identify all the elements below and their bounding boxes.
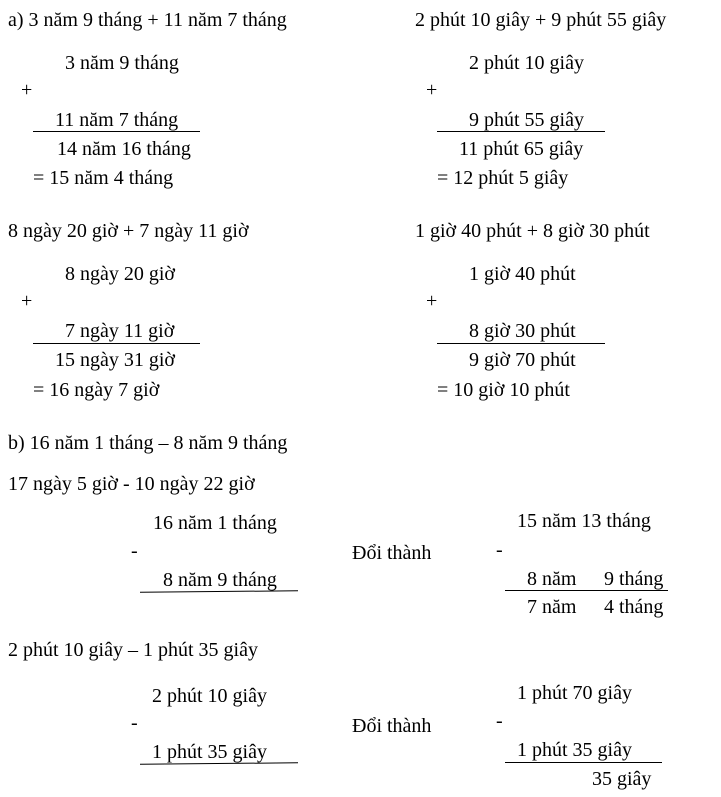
plus-sign: +	[21, 290, 33, 312]
convert-label: Đổi thành	[352, 542, 432, 564]
difference-years: 7 năm	[527, 596, 577, 618]
addend-top: 3 năm 9 tháng	[65, 52, 179, 74]
problem-title: 17 ngày 5 giờ - 10 ngày 22 giờ	[8, 473, 255, 495]
problem-title: 2 phút 10 giây + 9 phút 55 giây	[415, 9, 667, 31]
difference: 35 giây	[592, 768, 652, 790]
result: = 15 năm 4 tháng	[33, 167, 174, 189]
addend-top: 2 phút 10 giây	[469, 52, 584, 74]
subtrahend: 1 phút 35 giây	[152, 741, 267, 763]
minus-sign: -	[496, 710, 503, 732]
minuend: 2 phút 10 giây	[152, 685, 267, 707]
problem-title: 2 phút 10 giây – 1 phút 35 giây	[8, 639, 258, 661]
addend-bottom: 11 năm 7 tháng	[55, 109, 179, 131]
sum: 9 giờ 70 phút	[469, 349, 576, 371]
problem-title: a) 3 năm 9 tháng + 11 năm 7 tháng	[8, 9, 287, 31]
difference-line	[140, 762, 298, 764]
converted-minuend: 15 năm 13 tháng	[517, 510, 651, 532]
minus-sign: -	[496, 539, 503, 561]
minus-sign: -	[131, 540, 138, 562]
sum-line	[33, 343, 200, 344]
sum: 14 năm 16 tháng	[57, 138, 191, 160]
sum-line	[437, 343, 605, 344]
addend-bottom: 7 ngày 11 giờ	[65, 320, 175, 342]
addend-bottom: 9 phút 55 giây	[469, 109, 584, 131]
sum: 15 ngày 31 giờ	[55, 349, 176, 371]
addend-top: 1 giờ 40 phút	[469, 263, 576, 285]
minuend: 16 năm 1 tháng	[153, 512, 277, 534]
difference-line	[140, 590, 298, 592]
converted-subtrahend-months: 9 tháng	[604, 568, 664, 590]
problem-title: 8 ngày 20 giờ + 7 ngày 11 giờ	[8, 220, 249, 242]
converted-subtrahend: 1 phút 35 giây	[517, 739, 632, 761]
result: = 16 ngày 7 giờ	[33, 379, 160, 401]
convert-label: Đổi thành	[352, 715, 432, 737]
addend-bottom: 8 giờ 30 phút	[469, 320, 576, 342]
problem-title: 1 giờ 40 phút + 8 giờ 30 phút	[415, 220, 650, 242]
subtrahend: 8 năm 9 tháng	[163, 569, 277, 591]
sum-line	[437, 131, 605, 132]
converted-minuend: 1 phút 70 giây	[517, 682, 632, 704]
converted-subtrahend-years: 8 năm	[527, 568, 577, 590]
plus-sign: +	[21, 79, 33, 101]
addend-top: 8 ngày 20 giờ	[65, 263, 176, 285]
difference-line	[505, 762, 662, 763]
plus-sign: +	[426, 79, 438, 101]
difference-line	[505, 590, 668, 591]
plus-sign: +	[426, 290, 438, 312]
sum: 11 phút 65 giây	[459, 138, 584, 160]
problem-title: b) 16 năm 1 tháng – 8 năm 9 tháng	[8, 432, 288, 454]
result: = 12 phút 5 giây	[437, 167, 569, 189]
sum-line	[33, 131, 200, 132]
difference-months: 4 tháng	[604, 596, 664, 618]
result: = 10 giờ 10 phút	[437, 379, 570, 401]
minus-sign: -	[131, 712, 138, 734]
